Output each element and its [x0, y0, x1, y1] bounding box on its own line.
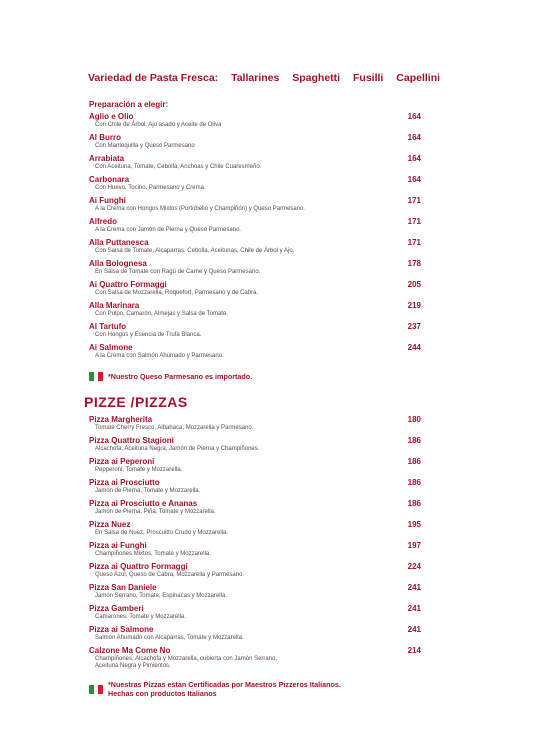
- menu-item-price: 186: [407, 478, 421, 487]
- menu-item-price: 241: [407, 604, 421, 613]
- menu-item-price: 164: [407, 175, 421, 184]
- menu-item-name: Pizza ai Salmone: [89, 625, 154, 634]
- menu-item: [89, 604, 421, 621]
- menu-item-name: Pizza San Daniele: [89, 583, 157, 592]
- menu-item: [89, 562, 421, 579]
- menu-item: [89, 499, 421, 516]
- menu-item-price: 186: [407, 499, 421, 508]
- menu-item-name: Ai Funghi: [89, 196, 126, 205]
- menu-item-name: Pizza Quattro Stagioni: [89, 436, 174, 445]
- menu-item: [89, 238, 421, 255]
- menu-item-description: A la Crema con Hongos Mixtos (Portobello y Champiñón) y Queso Parmesano.: [95, 206, 306, 212]
- menu-item-price: 224: [407, 562, 421, 571]
- menu-item: [89, 133, 421, 150]
- menu-item: [89, 343, 421, 360]
- menu-item-description: Jamón de Pierna, Tomate y Mozzarella.: [95, 488, 201, 494]
- menu-item-name: Alla Puttanesca: [89, 238, 149, 247]
- menu-item: [89, 259, 421, 276]
- menu-item-price: 244: [407, 343, 421, 352]
- menu-item-description: Con Huevo, Tocino, Parmesano y Crema.: [95, 185, 206, 191]
- menu-item-description: Con Mantequilla y Queso Parmesano: [95, 143, 195, 149]
- menu-item-name: Ai Salmone: [89, 343, 133, 352]
- menu-item: [89, 175, 421, 192]
- pasta-header-label: Variedad de Pasta Fresca:: [88, 72, 219, 84]
- menu-item-description: Con Salsa de Mozzarella, Roquefort, Parmesano y de Cabra.: [95, 290, 259, 296]
- menu-item-name: Pizza Margherita: [89, 415, 153, 424]
- menu-item-price: 186: [407, 457, 421, 466]
- menu-item: [89, 520, 421, 537]
- menu-item-price: 237: [407, 322, 421, 331]
- menu-item-price: 171: [407, 217, 421, 226]
- menu-item-description: Jamón de Pierna, Piña, Tomate y Mozzarella.: [95, 509, 216, 515]
- menu-item-price: 197: [407, 541, 421, 550]
- menu-item-description: Con Pulpo, Camarón, Almejas y Salsa de Tomate.: [95, 311, 228, 317]
- menu-item-name: Aglio e Olio: [89, 112, 134, 121]
- menu-item-description: Queso Azul, Queso de Cabra, Mozzarella y Parmesano.: [95, 572, 245, 578]
- pasta-type: Fusilli: [353, 72, 384, 84]
- pizza-list: [89, 415, 421, 674]
- pasta-note: *Nuestro Queso Parmesano es importado.: [108, 372, 253, 381]
- menu-item: [89, 322, 421, 339]
- menu-item-price: 241: [407, 583, 421, 592]
- menu-item-description: A la Crema con Jamón de Pierna y Queso Parmesano.: [95, 227, 242, 233]
- pasta-type: Tallarines: [231, 72, 280, 84]
- menu-item-name: Pizza ai Funghi: [89, 541, 147, 550]
- menu-item-name: Alfredo: [89, 217, 117, 226]
- menu-item-price: 195: [407, 520, 421, 529]
- menu-item-description: Con Chile de Árbol, Ajo asado y Aceite de Oliva: [95, 122, 222, 128]
- menu-item-description: Pepperoni, Tomate y Mozzarella.: [95, 467, 183, 473]
- menu-item-description: Champiñones Mixtos, Tomate y Mozzarella.: [95, 551, 211, 557]
- italy-flag-icon: [89, 372, 103, 381]
- menu-item: [89, 415, 421, 432]
- menu-item-name: Calzone Ma Come No: [89, 646, 171, 655]
- menu-item-price: 219: [407, 301, 421, 310]
- menu-item-price: 180: [407, 415, 421, 424]
- pizza-note-line2: Hechas con productos Italianos: [108, 689, 217, 698]
- menu-item-description: Alcachofa, Aceituna Negra, Jamón de Pierna y Champiñones.: [95, 446, 260, 452]
- menu-item-description: En Salsa de Nuez, Proscuitto Crudo y Mozzarella.: [95, 530, 229, 536]
- menu-item: [89, 625, 421, 642]
- menu-item-price: 205: [407, 280, 421, 289]
- menu-item: [89, 478, 421, 495]
- pasta-list: [89, 112, 421, 364]
- menu-item-name: Arrabiata: [89, 154, 125, 163]
- menu-item-description: A la Crema con Salmón Ahumado y Parmesano.: [95, 353, 224, 359]
- menu-item-name: Ai Quattro Formaggi: [89, 280, 167, 289]
- menu-item-price: 241: [407, 625, 421, 634]
- menu-item-description: Aceituna Negra y Pimientos.: [95, 663, 171, 669]
- menu-item-name: Pizza ai Peperoni: [89, 457, 155, 466]
- menu-item: [89, 583, 421, 600]
- menu-item-name: Alla Bolognesa: [89, 259, 147, 268]
- pizzas-title: PIZZE /PIZZAS: [84, 394, 188, 410]
- menu-item-description: Con Salsa de Tomate, Alcaparras, Cebolla, Aceitunas, Chile de Árbol y Ajo.: [95, 248, 295, 254]
- menu-item: [89, 301, 421, 318]
- menu-item-name: Pizza Gamberi: [89, 604, 144, 613]
- menu-item: [89, 217, 421, 234]
- menu-item-name: Alla Marinara: [89, 301, 140, 310]
- menu-item-name: Pizza ai Prosciutto e Ananas: [89, 499, 198, 508]
- menu-item-description: Tomate Cherry Fresco, Albahaca, Mozzarella y Parmesano.: [95, 425, 254, 431]
- menu-item: [89, 280, 421, 297]
- menu-item-name: Pizza Nuez: [89, 520, 131, 529]
- menu-item-name: Pizza ai Quattro Formaggi: [89, 562, 188, 571]
- pasta-type: Spaghetti: [292, 72, 341, 84]
- menu-item-price: 178: [407, 259, 421, 268]
- menu-item: [89, 457, 421, 474]
- pasta-type: Capellini: [396, 72, 441, 84]
- menu-item: [89, 646, 421, 670]
- pizza-note: [108, 680, 341, 698]
- menu-item: [89, 154, 421, 171]
- italy-flag-icon: [89, 685, 103, 694]
- menu-item-description: En Salsa de Tomate con Ragú de Carne y Queso Parmesano.: [95, 269, 261, 275]
- menu-item-description: Salmón Ahumado con Alcaparras, Tomate y Mozzarella.: [95, 635, 244, 641]
- menu-item-price: 171: [407, 196, 421, 205]
- menu-item-description: Jamón Serrano, Tomate, Espinacas y Mozzarella.: [95, 593, 227, 599]
- menu-item-description: Champiñones, Alcachofa y Mozzarella, cubierta con Jamón Serrano,: [95, 656, 278, 662]
- menu-item-name: Al Burro: [89, 133, 121, 142]
- menu-item-description: Camarones, Tomate y Mozzarella.: [95, 614, 186, 620]
- menu-item-price: 171: [407, 238, 421, 247]
- menu-item: [89, 112, 421, 129]
- pizza-note-line1: *Nuestras Pizzas estan Certificadas por Maestros Pizzeros Italianos.: [108, 680, 341, 689]
- menu-item-name: Al Tartufo: [89, 322, 127, 331]
- menu-item: [89, 196, 421, 213]
- menu-item-name: Pizza ai Prosciutto: [89, 478, 160, 487]
- menu-item-name: Carbonara: [89, 175, 130, 184]
- menu-item-description: Con Aceituna, Tomate, Cebolla, Anchoas y Chile Cuaresmeño.: [95, 164, 262, 170]
- pasta-subtitle: Preparación a elegir:: [89, 100, 169, 109]
- menu-item: [89, 541, 421, 558]
- menu-item: [89, 436, 421, 453]
- menu-item-price: 214: [407, 646, 421, 655]
- pasta-header: [88, 72, 450, 84]
- menu-item-price: 164: [407, 154, 421, 163]
- menu-item-price: 164: [407, 112, 421, 121]
- menu-item-price: 164: [407, 133, 421, 142]
- menu-item-description: Con Hongos y Esencia de Trufa Blanca.: [95, 332, 202, 338]
- menu-item-price: 186: [407, 436, 421, 445]
